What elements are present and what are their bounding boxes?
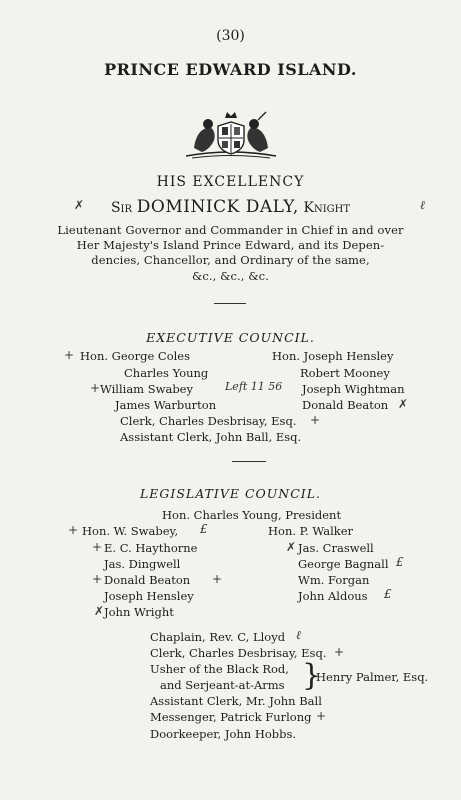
- handwritten-note: ℓ: [296, 628, 301, 642]
- pound-mark-icon: £: [396, 555, 404, 569]
- executive-council-heading: EXECUTIVE COUNCIL.: [146, 330, 315, 345]
- royal-crest-image: [178, 108, 284, 162]
- check-mark-icon: ✗: [398, 397, 409, 411]
- executive-member: Robert Mooney: [300, 366, 390, 380]
- legislative-member: Donald Beaton: [104, 573, 191, 587]
- handwritten-note: ℓ: [420, 198, 425, 212]
- governor-description-line: Her Majesty's Island Prince Edward, and its Depen-: [76, 238, 385, 252]
- officer-clerk: Clerk, Charles Desbrisay, Esq.: [150, 646, 327, 660]
- check-mark-icon: ✗: [74, 198, 85, 212]
- officer-messenger: Messenger, Patrick Furlong: [150, 710, 312, 724]
- executive-member: Charles Young: [124, 366, 209, 380]
- check-mark-icon: ✗: [286, 540, 297, 554]
- plus-mark-icon: +: [310, 413, 321, 427]
- pound-mark-icon: £: [200, 522, 208, 536]
- governor-suffix: Knight: [303, 200, 351, 216]
- executive-member: Hon. Joseph Hensley: [272, 349, 394, 363]
- governor-heading: HIS EXCELLENCY: [156, 174, 305, 190]
- plus-mark-icon: +: [316, 709, 327, 723]
- legislative-member: E. C. Haythorne: [104, 541, 198, 555]
- legislative-member: George Bagnall: [298, 557, 389, 571]
- plus-mark-icon: +: [92, 572, 103, 586]
- page-title: PRINCE EDWARD ISLAND.: [104, 60, 357, 79]
- pound-mark-icon: £: [384, 587, 392, 601]
- legislative-member: Hon. P. Walker: [268, 524, 354, 538]
- check-mark-icon: ✗: [94, 604, 105, 618]
- officer-usher-name: Henry Palmer, Esq.: [316, 670, 429, 684]
- officer-assistant-clerk: Assistant Clerk, Mr. John Ball: [150, 694, 322, 708]
- plus-mark-icon: +: [212, 572, 223, 586]
- legislative-member: Joseph Hensley: [104, 589, 194, 603]
- legislative-member: Jas. Craswell: [298, 541, 374, 555]
- legislative-member: Hon. W. Swabey,: [82, 524, 179, 538]
- legislative-member: John Wright: [104, 605, 174, 619]
- plus-mark-icon: +: [334, 645, 345, 659]
- executive-member: Hon. George Coles: [80, 349, 191, 363]
- officer-usher: and Serjeant-at-Arms: [160, 678, 285, 692]
- executive-member: James Warburton: [115, 398, 217, 412]
- governor-prefix: Sir: [110, 200, 133, 216]
- handwritten-note: Left 11 56: [225, 380, 283, 393]
- legislative-council-heading: LEGISLATIVE COUNCIL.: [139, 486, 322, 501]
- plus-mark-icon: +: [68, 523, 79, 537]
- plus-mark-icon: +: [64, 348, 75, 362]
- divider: [232, 461, 266, 462]
- executive-assistant-clerk: Assistant Clerk, John Ball, Esq.: [120, 430, 302, 444]
- governor-name-line: [0, 197, 461, 217]
- legislative-member: Wm. Forgan: [298, 573, 370, 587]
- legislative-member: Jas. Dingwell: [104, 557, 181, 571]
- plus-mark-icon: +: [90, 381, 101, 395]
- plus-mark-icon: +: [92, 540, 103, 554]
- governor-description-line: Lieutenant Governor and Commander in Chief in and over: [57, 223, 404, 237]
- executive-member: William Swabey: [100, 382, 193, 396]
- legislative-president: Hon. Charles Young, President: [162, 508, 342, 522]
- officer-chaplain: Chaplain, Rev. C, Lloyd: [150, 630, 286, 644]
- governor-description-line: dencies, Chancellor, and Ordinary of the same,: [91, 253, 370, 267]
- executive-clerk: Clerk, Charles Desbrisay, Esq.: [120, 414, 297, 428]
- brace: }: [302, 658, 322, 693]
- officer-doorkeeper: Doorkeeper, John Hobbs.: [150, 727, 297, 741]
- officer-usher: Usher of the Black Rod,: [150, 662, 289, 676]
- divider: [214, 303, 246, 304]
- executive-member: Donald Beaton: [302, 398, 389, 412]
- governor-name: DOMINICK DALY,: [136, 197, 299, 217]
- executive-member: Joseph Wightman: [302, 382, 405, 396]
- governor-description-line: &c., &c., &c.: [192, 269, 269, 283]
- page-number: (30): [216, 28, 245, 44]
- legislative-member: John Aldous: [298, 589, 368, 603]
